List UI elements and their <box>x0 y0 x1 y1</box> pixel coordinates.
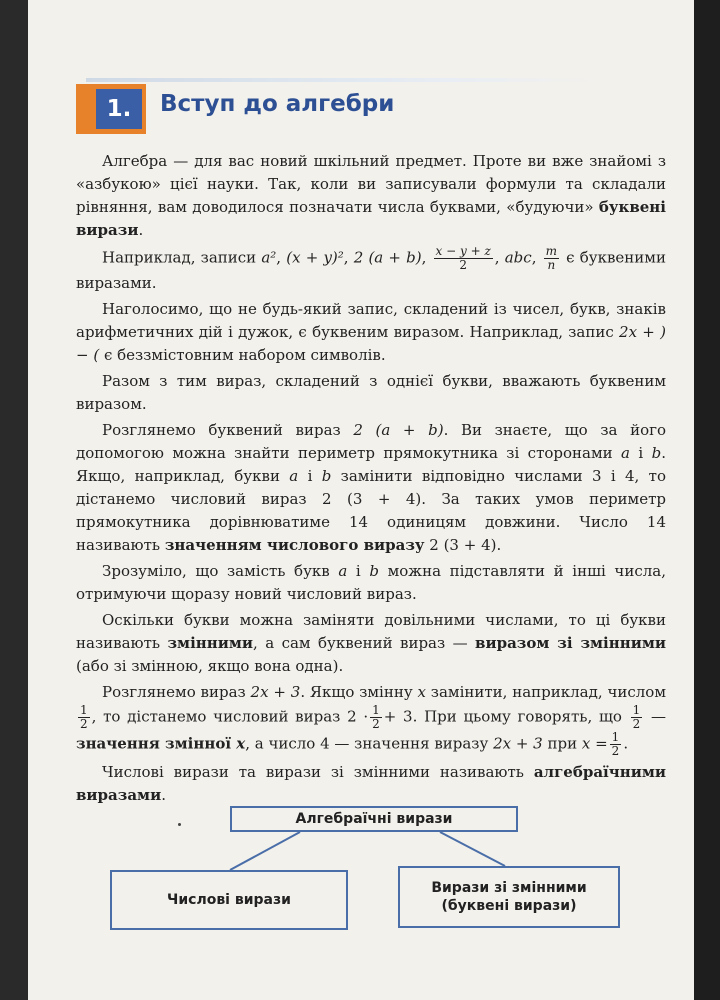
paragraph-7: Оскільки букви можна заміняти довільними числами, то ці букви називають змінними, а сам буквений вираз — виразом зі змінними (або зі змінною, якщо вона одна). <box>76 611 666 675</box>
fraction: $\frac{m}{n}$ <box>545 244 558 272</box>
paragraph-2: Наприклад, записи a², (x + y)², 2 (a + b), $\frac{x - y + z}{2}$ , abc, $\frac{m}{n}$ є буквеними виразами. <box>76 244 666 292</box>
paragraph-5: Розглянемо буквений вираз 2 (a + b). Ви знаєте, що за його допомогою можна знайти периметр прямокутника зі сторонами a і b. Якщо, наприклад, букви a і b замінити відповідно числами 3 і 4, то дістанемо числовий вираз 2 (3 + 4). За таких умов периметр прямокутника дорівнюватиме 14 одиницям довжини. Число 14 називають значенням числового виразу 2 (3 + 4). <box>76 421 666 554</box>
paragraph-4: Разом з тим вираз, складений з однієї букви, вважають буквеним виразом. <box>76 372 666 413</box>
paragraph-1: Алгебра — для вас новий шкільний предмет. Проте ви вже знайомі з «азбукою» цієї науки. Так, коли ви записували формули та складали рівняння, вам доводилося позначати числа буквами, «будуючи» буквені вирази. <box>76 152 666 239</box>
paragraph-8: Розглянемо вираз 2x + 3. Якщо змінну x замінити, наприклад, числом $\frac{1}{2}$ , то дістанемо числовий вираз 2 · $\frac{1}{2}$ + 3. При цьому говорять, що $\frac{1}{2}$ — значення змінної x, а число 4 — значення виразу 2x + 3 при x = $\frac{1}{2}$ . <box>76 683 667 758</box>
diagram-box-variable-expressions: Вирази зі змінними (буквені вирази) <box>398 866 620 928</box>
paragraph-3: Наголосимо, що не будь-який запис, складений із чисел, букв, знаків арифметичних дій і дужок, є буквеним виразом. Наприклад, запис 2x + ) − ( є беззмістовним набором символів. <box>76 300 666 364</box>
paragraph-9: Числові вирази та вирази зі змінними називають алгебраїчними виразами. <box>76 763 666 804</box>
fraction: $\frac{1}{2}$ <box>632 703 641 731</box>
fraction: $\frac{1}{2}$ <box>80 703 88 731</box>
connector-right <box>440 832 505 866</box>
connector-left <box>230 832 300 870</box>
paragraph-6: Зрозуміло, що замість букв a і b можна підставляти й інші числа, отримуючи щоразу новий числовий вираз. <box>76 562 666 603</box>
page-speck <box>178 823 181 826</box>
fraction: $\frac{1}{2}$ <box>611 730 620 758</box>
fraction: $\frac{x - y + z}{2}$ <box>435 244 491 272</box>
diagram-box-algebraic-expressions: Алгебраїчні вирази <box>230 806 518 832</box>
chapter-number: 1. <box>96 89 142 129</box>
fraction: $\frac{1}{2}$ <box>372 703 380 731</box>
chapter-title: Вступ до алгебри <box>160 91 395 117</box>
diagram-box-numeric-expressions: Числові вирази <box>110 870 348 930</box>
